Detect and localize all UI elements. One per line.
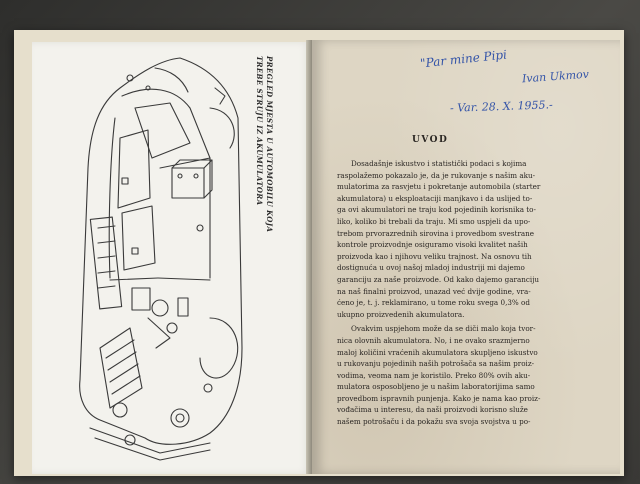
text-line: mulatorima za rasvjetu i pokretanje automobila (starter — [337, 182, 541, 192]
text-line: Ovakvim uspjehom može da se diči malo koja tvor- — [351, 324, 536, 334]
text-line: provedbom ispravnih punjenja. Kako je nama kao proiz- — [337, 393, 541, 403]
caption-line-2: TREBE STRUJU IZ AKUMULATORA — [255, 56, 264, 206]
body-text — [337, 158, 582, 431]
text-line: mulatora osposobljeno je u našim laboratorijima samo — [337, 382, 535, 392]
text-line: ukupno proizvedenih akumulatora. — [337, 309, 465, 319]
handwritten-signature: Ivan Ukmov — [521, 67, 590, 86]
caption-line-1: PREGLED MJESTA U AUTOMOBILU KOJA — [265, 56, 274, 233]
text-line: ćeno je, t. j. reklamirano, u tome roku svega 0,3% od — [337, 298, 530, 308]
text-line: vođačima u interesu, da naši proizvodi korisno služe — [337, 405, 528, 415]
text-line: Dosadašnje iskustvo i statistički podaci s kojima — [351, 159, 527, 168]
text-line: ga ovi akumulatori ne traju kod pojedinih korisnika to- — [337, 205, 536, 215]
text-line: nica olovnih akumulatora. No, i ne ovako srazmjerno — [337, 335, 530, 345]
text-line: maloj količini vraćenih akumulatora skupljeno iskustvo — [337, 347, 538, 357]
handwritten-dedication-line-1: "Par mine Pipi — [419, 47, 508, 71]
text-line: vodima, veoma nam je koristilo. Preko 80% ovih aku- — [337, 370, 531, 380]
car-line-drawing — [60, 48, 260, 468]
text-line: garanciju za naše proizvode. Od kako dajemo garanciju — [337, 274, 540, 284]
text-line: liko, koliko bi trebali da traju. Mi smo uspjeli da upo- — [337, 216, 531, 226]
paragraph-2 — [337, 323, 582, 427]
text-line: u rukovanju pojedinih naših potrošača sa našim proiz- — [337, 359, 535, 369]
text-line: akumulatora) u eksploataciji manjkavo i da uslijed to- — [337, 193, 533, 203]
paragraph-1 — [337, 158, 582, 320]
section-heading: UVOD — [412, 135, 449, 145]
text-line: trebom prvorazrednih sirovina i provedbom svestrane — [337, 228, 535, 238]
text-line: na naš finalni proizvod, unazad već dvije godine, vra- — [337, 286, 531, 296]
handwritten-date: - Var. 28. X. 1955.- — [449, 98, 553, 115]
text-line: kontrole proizvodnje osiguramo visoki kvalitet naših — [337, 240, 528, 250]
illustration-caption — [255, 56, 288, 266]
text-line: dostignuća u ovoj našoj mladoj industriji mi dajemo — [337, 263, 525, 273]
text-line: proizvoda kao i njihovu veliku trajnost. Na osnovu tih — [337, 251, 532, 261]
text-line: raspolažemo pokazalo je, da je rukovanje s našim aku- — [337, 170, 536, 180]
text-line: našem potrošaču i da pokažu sva svoja svojstva u po- — [337, 417, 531, 427]
